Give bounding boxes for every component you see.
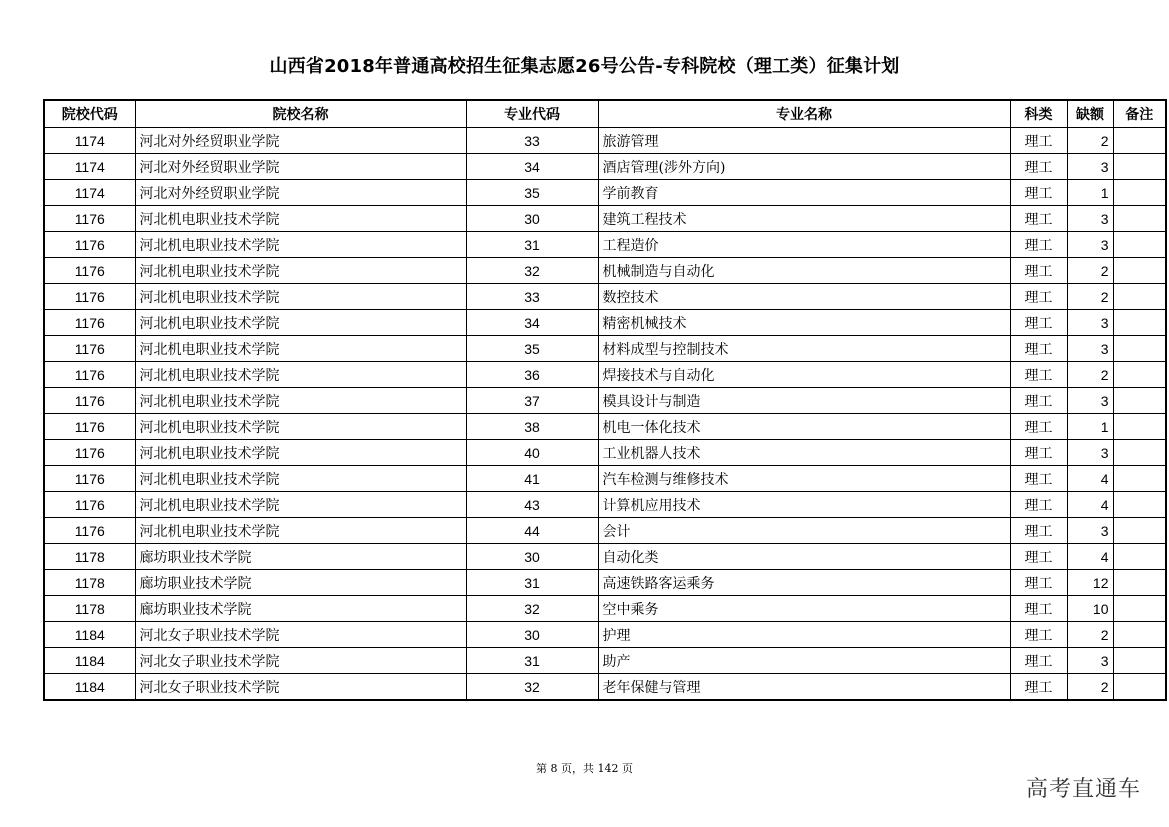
cell-school-name: 河北机电职业技术学院 bbox=[135, 284, 466, 310]
cell-note bbox=[1113, 596, 1166, 622]
cell-quota: 12 bbox=[1067, 570, 1113, 596]
page-footer: 第 8 页，共 142 页 bbox=[536, 762, 633, 775]
header-school-name: 院校名称 bbox=[135, 100, 466, 128]
cell-quota: 3 bbox=[1067, 336, 1113, 362]
table-row bbox=[44, 206, 1166, 232]
cell-school-name: 河北对外经贸职业学院 bbox=[135, 154, 466, 180]
header-quota: 缺额 bbox=[1067, 100, 1113, 128]
cell-school-name: 廊坊职业技术学院 bbox=[135, 544, 466, 570]
table-row bbox=[44, 414, 1166, 440]
table-header-row bbox=[44, 100, 1166, 128]
cell-note bbox=[1113, 154, 1166, 180]
cell-category: 理工 bbox=[1010, 206, 1067, 232]
cell-school-code: 1176 bbox=[44, 336, 135, 362]
cell-major-code: 43 bbox=[466, 492, 598, 518]
cell-school-code: 1174 bbox=[44, 180, 135, 206]
cell-major-code: 44 bbox=[466, 518, 598, 544]
cell-school-code: 1178 bbox=[44, 596, 135, 622]
table-row bbox=[44, 180, 1166, 206]
table-row bbox=[44, 336, 1166, 362]
cell-major-code: 32 bbox=[466, 674, 598, 701]
cell-major-code: 35 bbox=[466, 180, 598, 206]
cell-major-name: 汽车检测与维修技术 bbox=[598, 466, 1010, 492]
cell-major-name: 焊接技术与自动化 bbox=[598, 362, 1010, 388]
cell-school-name: 河北对外经贸职业学院 bbox=[135, 180, 466, 206]
cell-school-code: 1176 bbox=[44, 440, 135, 466]
cell-major-code: 36 bbox=[466, 362, 598, 388]
cell-category: 理工 bbox=[1010, 518, 1067, 544]
cell-school-code: 1178 bbox=[44, 544, 135, 570]
cell-quota: 2 bbox=[1067, 258, 1113, 284]
table-row bbox=[44, 544, 1166, 570]
cell-note bbox=[1113, 388, 1166, 414]
cell-school-code: 1176 bbox=[44, 258, 135, 284]
cell-school-name: 河北机电职业技术学院 bbox=[135, 362, 466, 388]
cell-school-name: 河北机电职业技术学院 bbox=[135, 492, 466, 518]
cell-quota: 3 bbox=[1067, 440, 1113, 466]
cell-major-name: 护理 bbox=[598, 622, 1010, 648]
cell-category: 理工 bbox=[1010, 336, 1067, 362]
cell-major-code: 33 bbox=[466, 128, 598, 154]
cell-school-name: 河北机电职业技术学院 bbox=[135, 440, 466, 466]
cell-school-name: 河北机电职业技术学院 bbox=[135, 232, 466, 258]
cell-quota: 3 bbox=[1067, 518, 1113, 544]
cell-quota: 1 bbox=[1067, 414, 1113, 440]
cell-school-code: 1184 bbox=[44, 648, 135, 674]
cell-category: 理工 bbox=[1010, 180, 1067, 206]
cell-major-name: 学前教育 bbox=[598, 180, 1010, 206]
table-row bbox=[44, 570, 1166, 596]
cell-quota: 3 bbox=[1067, 206, 1113, 232]
table-body bbox=[44, 128, 1166, 701]
cell-category: 理工 bbox=[1010, 674, 1067, 701]
table-row bbox=[44, 492, 1166, 518]
cell-major-code: 33 bbox=[466, 284, 598, 310]
cell-school-name: 廊坊职业技术学院 bbox=[135, 570, 466, 596]
cell-school-code: 1176 bbox=[44, 232, 135, 258]
header-note: 备注 bbox=[1113, 100, 1166, 128]
cell-category: 理工 bbox=[1010, 258, 1067, 284]
cell-category: 理工 bbox=[1010, 388, 1067, 414]
cell-school-code: 1178 bbox=[44, 570, 135, 596]
cell-major-code: 40 bbox=[466, 440, 598, 466]
header-major-name: 专业名称 bbox=[598, 100, 1010, 128]
cell-note bbox=[1113, 258, 1166, 284]
cell-major-name: 旅游管理 bbox=[598, 128, 1010, 154]
cell-school-name: 河北机电职业技术学院 bbox=[135, 310, 466, 336]
cell-quota: 2 bbox=[1067, 674, 1113, 701]
cell-note bbox=[1113, 284, 1166, 310]
cell-school-code: 1176 bbox=[44, 284, 135, 310]
cell-note bbox=[1113, 622, 1166, 648]
cell-major-name: 自动化类 bbox=[598, 544, 1010, 570]
table-row bbox=[44, 466, 1166, 492]
cell-major-name: 建筑工程技术 bbox=[598, 206, 1010, 232]
cell-major-name: 老年保健与管理 bbox=[598, 674, 1010, 701]
table-row bbox=[44, 310, 1166, 336]
cell-quota: 3 bbox=[1067, 154, 1113, 180]
cell-major-name: 工程造价 bbox=[598, 232, 1010, 258]
cell-note bbox=[1113, 648, 1166, 674]
cell-major-code: 30 bbox=[466, 206, 598, 232]
cell-note bbox=[1113, 440, 1166, 466]
cell-note bbox=[1113, 310, 1166, 336]
cell-major-name: 模具设计与制造 bbox=[598, 388, 1010, 414]
cell-major-code: 38 bbox=[466, 414, 598, 440]
cell-major-name: 工业机器人技术 bbox=[598, 440, 1010, 466]
cell-quota: 3 bbox=[1067, 648, 1113, 674]
cell-school-name: 廊坊职业技术学院 bbox=[135, 596, 466, 622]
cell-note bbox=[1113, 674, 1166, 701]
cell-category: 理工 bbox=[1010, 414, 1067, 440]
table-row bbox=[44, 674, 1166, 701]
cell-school-code: 1174 bbox=[44, 154, 135, 180]
cell-category: 理工 bbox=[1010, 128, 1067, 154]
cell-note bbox=[1113, 518, 1166, 544]
table-row bbox=[44, 284, 1166, 310]
cell-school-code: 1184 bbox=[44, 674, 135, 701]
cell-school-name: 河北机电职业技术学院 bbox=[135, 336, 466, 362]
cell-quota: 3 bbox=[1067, 388, 1113, 414]
table-row bbox=[44, 596, 1166, 622]
cell-school-name: 河北机电职业技术学院 bbox=[135, 466, 466, 492]
cell-school-code: 1174 bbox=[44, 128, 135, 154]
cell-quota: 10 bbox=[1067, 596, 1113, 622]
table-row bbox=[44, 388, 1166, 414]
cell-quota: 2 bbox=[1067, 128, 1113, 154]
cell-note bbox=[1113, 362, 1166, 388]
cell-major-name: 助产 bbox=[598, 648, 1010, 674]
table-row bbox=[44, 232, 1166, 258]
cell-note bbox=[1113, 232, 1166, 258]
cell-major-code: 31 bbox=[466, 648, 598, 674]
cell-major-code: 31 bbox=[466, 570, 598, 596]
cell-note bbox=[1113, 206, 1166, 232]
cell-school-code: 1176 bbox=[44, 388, 135, 414]
cell-school-code: 1176 bbox=[44, 518, 135, 544]
table-row bbox=[44, 518, 1166, 544]
cell-quota: 4 bbox=[1067, 492, 1113, 518]
cell-major-name: 空中乘务 bbox=[598, 596, 1010, 622]
cell-school-code: 1176 bbox=[44, 414, 135, 440]
cell-quota: 4 bbox=[1067, 544, 1113, 570]
cell-school-code: 1176 bbox=[44, 310, 135, 336]
cell-category: 理工 bbox=[1010, 466, 1067, 492]
cell-school-name: 河北机电职业技术学院 bbox=[135, 414, 466, 440]
cell-major-name: 机械制造与自动化 bbox=[598, 258, 1010, 284]
cell-note bbox=[1113, 128, 1166, 154]
cell-note bbox=[1113, 492, 1166, 518]
cell-quota: 2 bbox=[1067, 622, 1113, 648]
header-school-code: 院校代码 bbox=[44, 100, 135, 128]
enrollment-plan-table bbox=[43, 99, 1167, 701]
cell-note bbox=[1113, 570, 1166, 596]
cell-category: 理工 bbox=[1010, 492, 1067, 518]
cell-major-name: 计算机应用技术 bbox=[598, 492, 1010, 518]
cell-category: 理工 bbox=[1010, 440, 1067, 466]
table-row bbox=[44, 154, 1166, 180]
cell-category: 理工 bbox=[1010, 596, 1067, 622]
cell-school-code: 1176 bbox=[44, 492, 135, 518]
cell-major-name: 会计 bbox=[598, 518, 1010, 544]
cell-note bbox=[1113, 544, 1166, 570]
cell-major-name: 酒店管理(涉外方向) bbox=[598, 154, 1010, 180]
cell-major-code: 34 bbox=[466, 310, 598, 336]
cell-school-name: 河北女子职业技术学院 bbox=[135, 674, 466, 701]
cell-major-code: 30 bbox=[466, 544, 598, 570]
cell-quota: 2 bbox=[1067, 284, 1113, 310]
table-row bbox=[44, 648, 1166, 674]
cell-major-name: 机电一体化技术 bbox=[598, 414, 1010, 440]
header-category: 科类 bbox=[1010, 100, 1067, 128]
cell-major-code: 32 bbox=[466, 596, 598, 622]
cell-category: 理工 bbox=[1010, 622, 1067, 648]
watermark-text: 高考直通车 bbox=[1025, 777, 1141, 802]
cell-school-name: 河北机电职业技术学院 bbox=[135, 206, 466, 232]
table-row bbox=[44, 258, 1166, 284]
cell-category: 理工 bbox=[1010, 154, 1067, 180]
cell-note bbox=[1113, 336, 1166, 362]
cell-major-code: 30 bbox=[466, 622, 598, 648]
cell-note bbox=[1113, 180, 1166, 206]
cell-school-code: 1176 bbox=[44, 206, 135, 232]
cell-major-name: 数控技术 bbox=[598, 284, 1010, 310]
page-title: 山西省2018年普通高校招生征集志愿26号公告-专科院校（理工类）征集计划 bbox=[269, 56, 900, 77]
cell-school-code: 1176 bbox=[44, 466, 135, 492]
cell-major-code: 34 bbox=[466, 154, 598, 180]
cell-major-code: 41 bbox=[466, 466, 598, 492]
cell-quota: 3 bbox=[1067, 310, 1113, 336]
cell-category: 理工 bbox=[1010, 570, 1067, 596]
table-row bbox=[44, 362, 1166, 388]
table-row bbox=[44, 622, 1166, 648]
cell-school-name: 河北女子职业技术学院 bbox=[135, 648, 466, 674]
cell-quota: 3 bbox=[1067, 232, 1113, 258]
cell-category: 理工 bbox=[1010, 232, 1067, 258]
cell-major-code: 35 bbox=[466, 336, 598, 362]
cell-school-name: 河北女子职业技术学院 bbox=[135, 622, 466, 648]
cell-major-code: 37 bbox=[466, 388, 598, 414]
cell-major-name: 高速铁路客运乘务 bbox=[598, 570, 1010, 596]
cell-quota: 1 bbox=[1067, 180, 1113, 206]
cell-note bbox=[1113, 466, 1166, 492]
cell-school-code: 1176 bbox=[44, 362, 135, 388]
cell-school-name: 河北机电职业技术学院 bbox=[135, 518, 466, 544]
cell-category: 理工 bbox=[1010, 544, 1067, 570]
cell-major-code: 32 bbox=[466, 258, 598, 284]
cell-school-name: 河北机电职业技术学院 bbox=[135, 258, 466, 284]
cell-quota: 2 bbox=[1067, 362, 1113, 388]
cell-category: 理工 bbox=[1010, 648, 1067, 674]
cell-note bbox=[1113, 414, 1166, 440]
cell-category: 理工 bbox=[1010, 284, 1067, 310]
header-major-code: 专业代码 bbox=[466, 100, 598, 128]
cell-major-code: 31 bbox=[466, 232, 598, 258]
cell-major-name: 材料成型与控制技术 bbox=[598, 336, 1010, 362]
table-row bbox=[44, 128, 1166, 154]
cell-school-name: 河北对外经贸职业学院 bbox=[135, 128, 466, 154]
cell-school-name: 河北机电职业技术学院 bbox=[135, 388, 466, 414]
cell-category: 理工 bbox=[1010, 310, 1067, 336]
cell-major-name: 精密机械技术 bbox=[598, 310, 1010, 336]
cell-quota: 4 bbox=[1067, 466, 1113, 492]
cell-category: 理工 bbox=[1010, 362, 1067, 388]
table-row bbox=[44, 440, 1166, 466]
cell-school-code: 1184 bbox=[44, 622, 135, 648]
